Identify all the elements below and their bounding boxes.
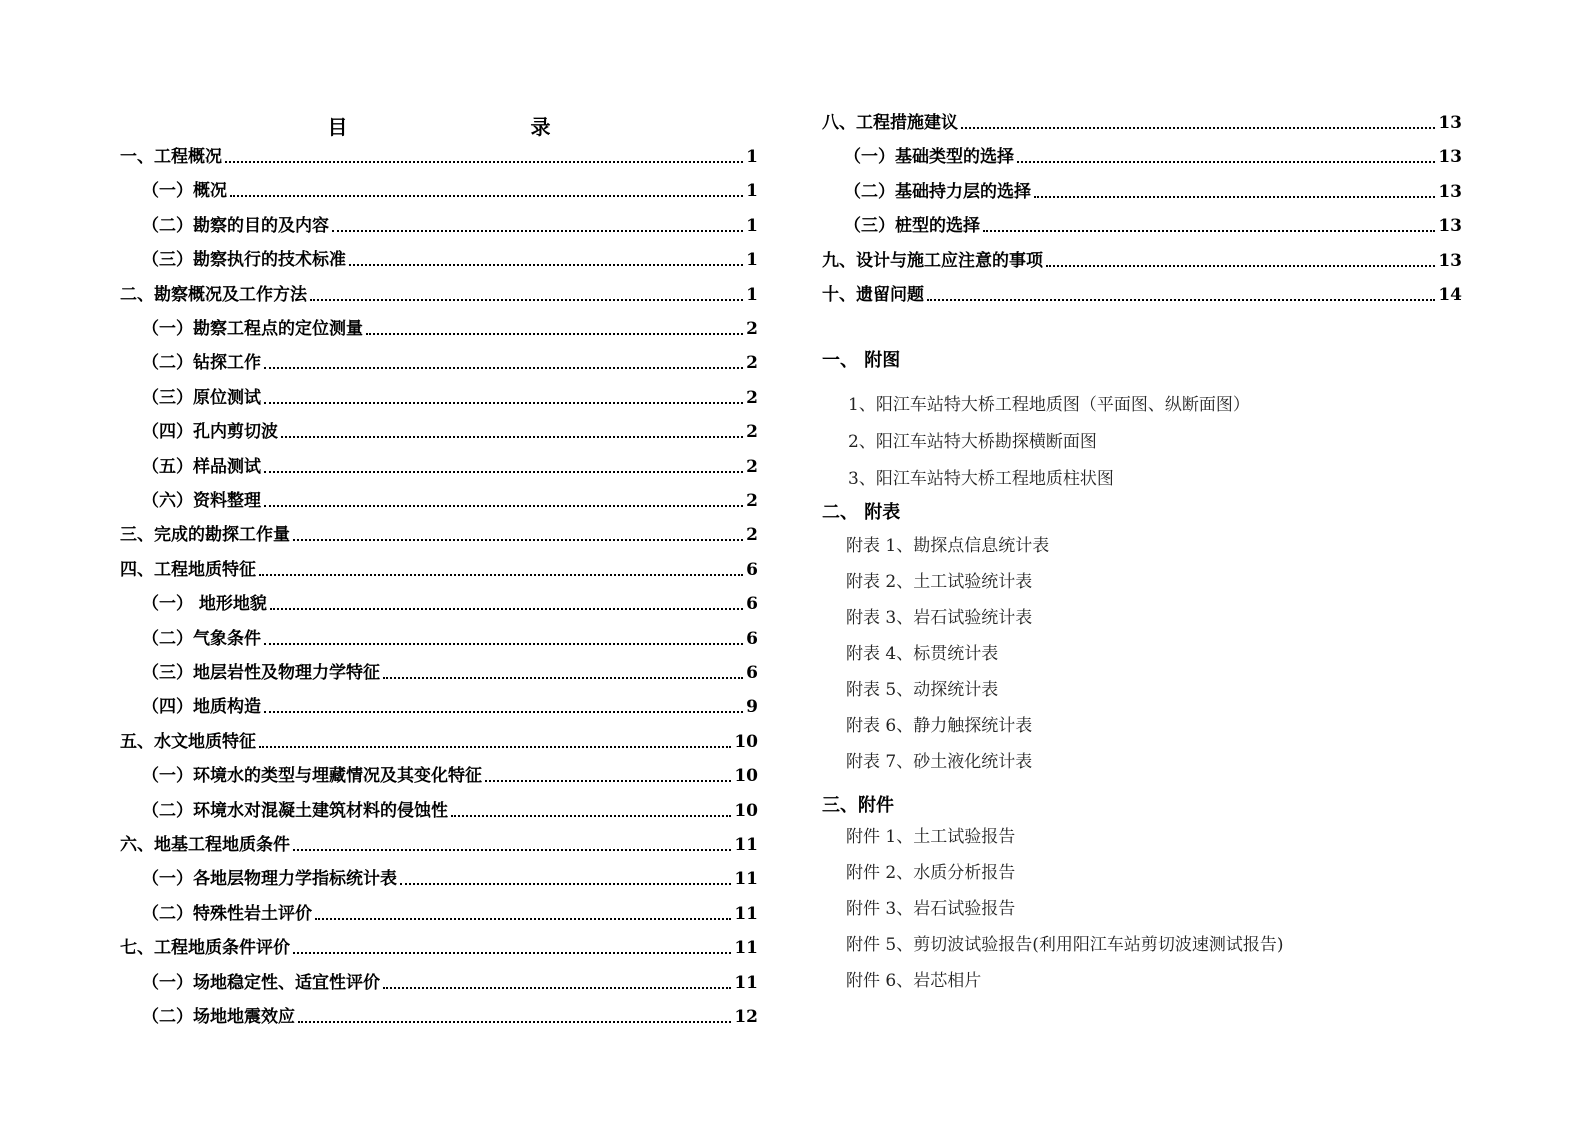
toc-leader-dots (293, 538, 743, 541)
toc-entry-label: 六、地基工程地质条件 (120, 835, 290, 855)
toc-entry-page: 13 (1438, 113, 1462, 133)
toc-entry-label: （二）勘察的目的及内容 (142, 215, 329, 236)
toc-leader-dots (400, 882, 731, 885)
toc-entry-page: 6 (746, 628, 758, 649)
appendix-table-item: 附表 7、砂土液化统计表 (846, 752, 1033, 772)
toc-entry[interactable] (822, 246, 1462, 272)
appendix-attachment-item: 附件 3、岩石试验报告 (846, 899, 1016, 919)
toc-leader-dots (264, 401, 743, 404)
toc-entry-page: 2 (746, 353, 758, 374)
toc-entry-page: 11 (734, 835, 758, 855)
toc-entry[interactable] (120, 348, 758, 374)
toc-entry-page: 2 (746, 456, 758, 477)
toc-entry[interactable] (822, 211, 1462, 237)
toc-leader-dots (259, 745, 731, 748)
toc-entry-page: 1 (746, 215, 758, 236)
toc-entry-label: （二）特殊性岩土评价 (142, 903, 312, 924)
toc-entry-label: 二、勘察概况及工作方法 (120, 284, 307, 305)
appendix-attachment-item: 附件 1、土工试验报告 (846, 827, 1016, 847)
toc-leader-dots (298, 1020, 731, 1023)
toc-entry-label: （三）桩型的选择 (844, 216, 980, 237)
toc-entry[interactable] (120, 968, 758, 994)
toc-entry-label: 十、遗留问题 (822, 285, 924, 305)
appendix-table-item: 附表 5、动探统计表 (846, 680, 999, 700)
toc-entry-label: 三、完成的勘探工作量 (120, 525, 290, 546)
toc-leader-dots (264, 710, 743, 713)
toc-leader-dots (927, 298, 1435, 301)
toc-entry[interactable] (120, 280, 758, 306)
toc-entry[interactable] (120, 555, 758, 581)
toc-entry-page: 2 (746, 422, 758, 443)
toc-entry[interactable] (822, 142, 1462, 168)
appendix-attachments-heading: 三、附件 (822, 795, 894, 816)
appendix-attachment-item: 附件 6、岩芯相片 (846, 971, 982, 991)
toc-leader-dots (349, 263, 743, 266)
toc-leader-dots (259, 573, 743, 576)
toc-entry-label: （一）概况 (142, 181, 227, 202)
toc-leader-dots (281, 435, 743, 438)
toc-entry[interactable] (120, 692, 758, 718)
toc-leader-dots (961, 126, 1435, 129)
toc-entry-page: 14 (1438, 285, 1462, 305)
toc-leader-dots (225, 160, 743, 163)
toc-entry-page: 10 (734, 731, 758, 752)
appendix-attachment-item: 附件 5、剪切波试验报告(利用阳江车站剪切波速测试报告) (846, 935, 1284, 955)
toc-entry-page: 13 (1438, 216, 1462, 237)
toc-entry-page: 1 (746, 250, 758, 271)
appendix-table-item: 附表 3、岩石试验统计表 (846, 608, 1033, 628)
toc-entry-label: 四、工程地质特征 (120, 559, 256, 580)
toc-entry-label: （一）基础类型的选择 (844, 147, 1014, 168)
toc-entry-label: 九、设计与施工应注意的事项 (822, 250, 1043, 271)
appendix-attachment-item: 附件 2、水质分析报告 (846, 863, 1016, 883)
toc-title: 目 录 (327, 115, 639, 139)
toc-entry[interactable] (120, 245, 758, 271)
toc-entry-page: 11 (734, 903, 758, 924)
appendix-table-item: 附表 2、土工试验统计表 (846, 572, 1033, 592)
toc-entry[interactable] (120, 864, 758, 890)
toc-entry[interactable] (120, 624, 758, 650)
toc-entry-page: 9 (746, 697, 758, 718)
toc-entry-label: 八、工程措施建议 (822, 113, 958, 133)
toc-entry-page: 2 (746, 319, 758, 339)
toc-leader-dots (383, 676, 743, 679)
toc-leader-dots (366, 332, 743, 335)
toc-entry[interactable] (120, 314, 758, 340)
toc-entry-page: 1 (746, 181, 758, 202)
toc-leader-dots (270, 607, 743, 610)
toc-entry-label: （二）钻探工作 (142, 353, 261, 374)
toc-leader-dots (264, 366, 743, 369)
toc-leader-dots (485, 779, 731, 782)
toc-leader-dots (264, 470, 743, 473)
toc-entry[interactable] (120, 142, 758, 168)
toc-entry-label: （一）勘察工程点的定位测量 (142, 319, 363, 339)
toc-leader-dots (230, 194, 743, 197)
toc-entry[interactable] (120, 830, 758, 856)
toc-entry[interactable] (120, 383, 758, 409)
toc-entry-page: 11 (734, 938, 758, 959)
toc-entry-label: 五、水文地质特征 (120, 731, 256, 752)
toc-entry-page: 10 (734, 766, 758, 787)
toc-entry-label: （二）气象条件 (142, 628, 261, 649)
toc-entry-page: 11 (734, 869, 758, 890)
toc-entry-label: （二）场地地震效应 (142, 1007, 295, 1027)
toc-entry[interactable] (120, 176, 758, 202)
toc-entry-label: （三）地层岩性及物理力学特征 (142, 663, 380, 683)
appendix-figure-item: 3、阳江车站特大桥工程地质柱状图 (848, 469, 1114, 489)
toc-entry-label: （三）原位测试 (142, 387, 261, 408)
toc-leader-dots (315, 917, 731, 920)
toc-entry-label: 七、工程地质条件评价 (120, 938, 290, 959)
toc-leader-dots (1034, 195, 1435, 198)
toc-entry[interactable] (120, 933, 758, 959)
toc-entry-page: 1 (746, 147, 758, 167)
toc-entry[interactable] (120, 211, 758, 237)
appendix-table-item: 附表 4、标贯统计表 (846, 644, 999, 664)
toc-entry-page: 13 (1438, 147, 1462, 168)
toc-leader-dots (1017, 160, 1435, 163)
toc-entry-label: （一）环境水的类型与埋藏情况及其变化特征 (142, 766, 482, 787)
appendix-figure-item: 1、阳江车站特大桥工程地质图（平面图、纵断面图） (848, 395, 1250, 415)
toc-entry[interactable] (822, 177, 1462, 203)
toc-leader-dots (310, 298, 743, 301)
toc-entry-label: 一、工程概况 (120, 147, 222, 167)
toc-entry[interactable] (120, 486, 758, 512)
toc-entry[interactable] (822, 280, 1462, 306)
appendix-table-item: 附表 6、静力触探统计表 (846, 716, 1033, 736)
toc-leader-dots (983, 229, 1435, 232)
toc-entry-page: 10 (734, 800, 758, 821)
toc-entry-page: 13 (1438, 250, 1462, 271)
toc-leader-dots (451, 814, 731, 817)
appendix-figures-heading: 一、 附图 (822, 350, 901, 371)
appendix-figure-item: 2、阳江车站特大桥勘探横断面图 (848, 432, 1097, 452)
toc-entry-label: （四）孔内剪切波 (142, 422, 278, 443)
toc-leader-dots (264, 504, 743, 507)
toc-entry-page: 11 (734, 972, 758, 993)
toc-leader-dots (332, 229, 743, 232)
toc-entry[interactable] (120, 589, 758, 615)
toc-entry-page: 6 (746, 559, 758, 580)
toc-entry-page: 13 (1438, 181, 1462, 202)
toc-leader-dots (264, 642, 743, 645)
toc-entry-label: （三）勘察执行的技术标准 (142, 250, 346, 271)
toc-entry-page: 1 (746, 284, 758, 305)
appendix-tables-heading: 二、 附表 (822, 502, 901, 523)
toc-leader-dots (293, 848, 731, 851)
toc-entry-page: 2 (746, 491, 758, 511)
toc-entry-label: （四）地质构造 (142, 697, 261, 718)
toc-entry-label: （一）场地稳定性、适宜性评价 (142, 972, 380, 993)
toc-entry-label: （一） 地形地貌 (142, 594, 267, 615)
toc-entry[interactable] (120, 796, 758, 822)
toc-entry-page: 6 (746, 594, 758, 615)
toc-entry-label: （二）环境水对混凝土建筑材料的侵蚀性 (142, 800, 448, 821)
toc-entry-page: 12 (734, 1007, 758, 1027)
toc-entry[interactable] (120, 417, 758, 443)
toc-entry-label: （一）各地层物理力学指标统计表 (142, 869, 397, 890)
toc-entry-page: 2 (746, 387, 758, 408)
toc-entry[interactable] (120, 520, 758, 546)
toc-entry[interactable] (120, 899, 758, 925)
toc-entry[interactable] (120, 658, 758, 684)
toc-entry-label: （二）基础持力层的选择 (844, 181, 1031, 202)
toc-entry[interactable] (120, 761, 758, 787)
toc-entry-label: （六）资料整理 (142, 491, 261, 511)
toc-entry-label: （五）样品测试 (142, 456, 261, 477)
toc-leader-dots (293, 951, 731, 954)
toc-entry[interactable] (120, 727, 758, 753)
toc-entry[interactable] (822, 108, 1462, 134)
toc-leader-dots (1046, 264, 1435, 267)
appendix-table-item: 附表 1、勘探点信息统计表 (846, 536, 1050, 556)
toc-entry-page: 6 (746, 663, 758, 683)
toc-entry[interactable] (120, 452, 758, 478)
toc-entry-page: 2 (746, 525, 758, 546)
toc-entry[interactable] (120, 1002, 758, 1028)
toc-leader-dots (383, 986, 731, 989)
